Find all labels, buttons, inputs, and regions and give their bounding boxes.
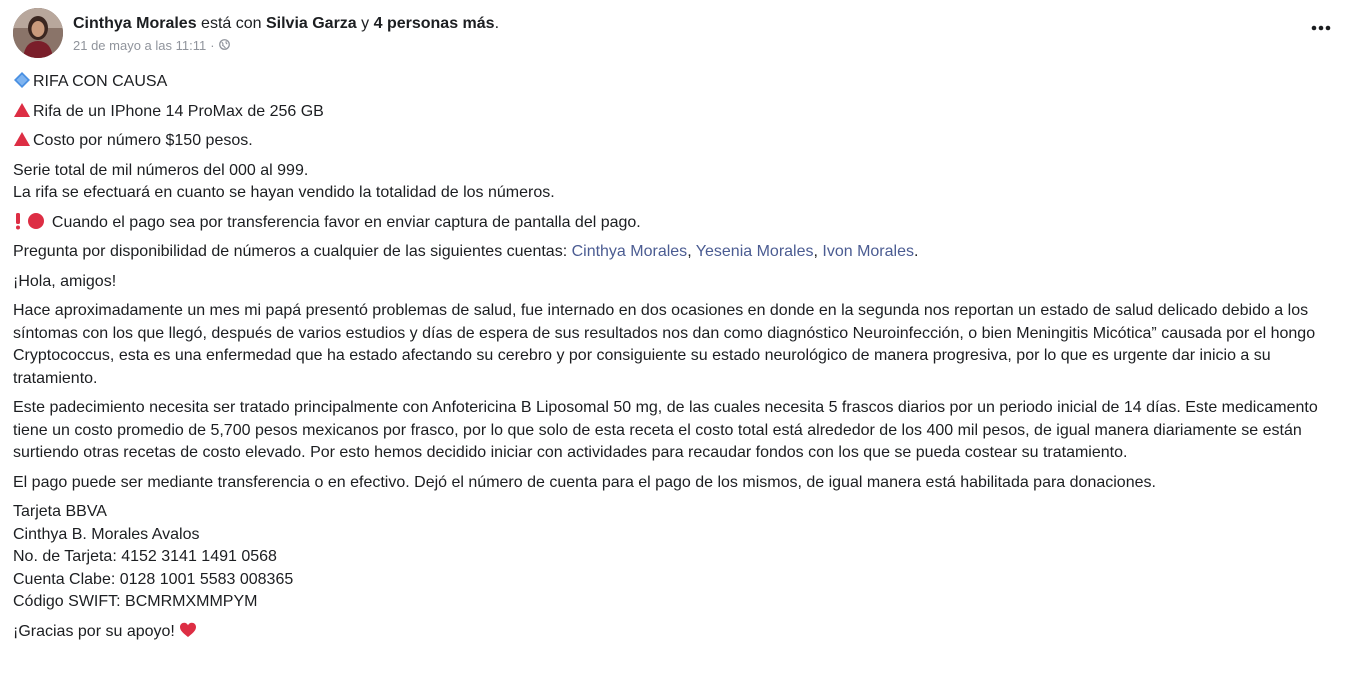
red-circle-icon: [27, 212, 45, 230]
blue-diamond-icon: [13, 71, 31, 89]
mention-separator: ,: [813, 243, 823, 260]
post-header: [13, 8, 1333, 60]
author-avatar[interactable]: [13, 8, 63, 58]
swift-code: Código SWIFT: BCMRMXMMPYM: [13, 593, 258, 610]
raffle-title: RIFA CON CAUSA: [33, 73, 168, 90]
author-name[interactable]: Cinthya Morales: [73, 15, 197, 32]
body-line: [13, 160, 1335, 205]
availability-period: .: [913, 243, 919, 260]
tagged-person[interactable]: Silvia Garza: [265, 15, 357, 32]
exclamation-icon: [13, 212, 23, 230]
red-heart-icon: [179, 621, 197, 639]
byline-period: .: [494, 15, 500, 32]
red-triangle-icon: [13, 130, 31, 148]
mention-separator: ,: [687, 243, 696, 260]
meta-separator: ·: [210, 38, 215, 53]
series-text: Serie total de mil números del 000 al 999.: [13, 161, 309, 179]
clabe-number: Cuenta Clabe: 0128 1001 5583 008365: [13, 570, 294, 588]
transfer-note: Cuando el pago sea por transferencia favor en enviar captura de pantalla del pago.: [51, 213, 641, 231]
raffle-prize: Rifa de un IPhone 14 ProMax de 256 GB: [33, 102, 324, 120]
post-timestamp[interactable]: 21 de mayo a las 11:11: [73, 38, 207, 53]
thanks-line: [13, 621, 1335, 644]
post-body: [13, 71, 1335, 643]
red-triangle-icon: [13, 101, 31, 119]
greeting: ¡Hola, amigos!: [13, 272, 117, 290]
with-text: está con: [201, 15, 262, 32]
thanks-text: ¡Gracias por su apoyo!: [13, 622, 180, 640]
more-options-icon[interactable]: [1309, 16, 1333, 40]
globe-icon[interactable]: [219, 38, 230, 53]
body-line: [13, 241, 1335, 264]
draw-condition-text: La rifa se efectuará en cuanto se hayan vendido la totalidad de los números.: [13, 184, 555, 201]
paragraph-health: Hace aproximadamente un mes mi papá presentó problemas de salud, fue internado en dos ocasiones en donde en la segunda nos reportan un estado de salud delicado debido a los síntomas con los que llegó, después de varios estudios y días de espera de sus resultados nos dan como diagnóstico Neuroinfección, o bien Meningitis Micótica” causada por el hongo Cryptococcus, esta es una enfermedad que ha estado afectando su cerebro y por consiguiente su estado neurológico de manera progresiva, por lo que es urgente dar inicio a su tratamiento.: [13, 302, 1316, 387]
body-line: [13, 130, 1335, 153]
raffle-cost: Costo por número $150 pesos.: [33, 132, 253, 149]
body-line: [13, 212, 1335, 235]
paragraph-treatment: Este padecimiento necesita ser tratado principalmente con Anfotericina B Liposomal 50 mg, de las cuales necesita 5 frascos diarios por un periodo inicial de 14 días. Este medicamento tiene un costo promedio de 5,700 pesos mexicanos por frasco, por lo que solo de esta receta el costo total está alrededor de los 400 mil pesos, de igual manera diariamente se están surtiendo otras recetas de costo elevado. Por esto hemos decidido iniciar con actividades para recaudar fondos con los que se pueda costear su tratamiento.: [13, 399, 1318, 461]
body-line: [13, 71, 1335, 94]
card-number: No. de Tarjeta: 4152 3141 1491 0568: [13, 548, 277, 565]
account-holder: Cinthya B. Morales Avalos: [13, 525, 200, 543]
availability-text: Pregunta por disponibilidad de números a cualquier de las siguientes cuentas:: [13, 243, 572, 260]
tagged-others[interactable]: 4 personas más: [373, 15, 495, 32]
and-text: y: [361, 15, 370, 32]
mention-cinthya[interactable]: Cinthya Morales: [571, 243, 688, 260]
paragraph-payment: El pago puede ser mediante transferencia o en efectivo. Dejó el número de cuenta para el pago de los mismos, de igual manera está habilitada para donaciones.: [13, 473, 1156, 491]
body-line: [13, 101, 1335, 124]
bank-name: Tarjeta BBVA: [13, 503, 107, 520]
mention-yesenia[interactable]: Yesenia Morales: [695, 243, 814, 260]
mention-ivon[interactable]: Ivon Morales: [822, 243, 914, 260]
bank-details: [13, 501, 1335, 614]
